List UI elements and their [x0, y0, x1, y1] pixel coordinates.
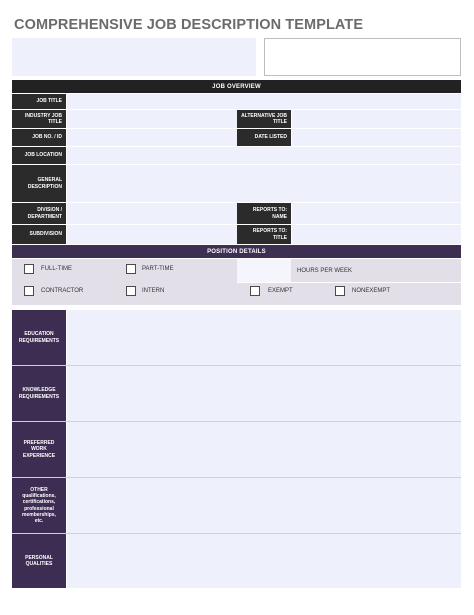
- row-knowledge: [12, 366, 461, 422]
- industry-job-title-label: INDUSTRY JOB TITLE: [12, 110, 66, 128]
- education-requirements-field[interactable]: [66, 310, 461, 365]
- row-job-no: [12, 129, 461, 147]
- job-description-form: [12, 80, 461, 589]
- alternative-job-title-label: ALTERNATIVE JOB TITLE: [237, 110, 291, 128]
- intern-checkbox[interactable]: [126, 286, 136, 296]
- row-education: [12, 310, 461, 366]
- intern-label: INTERN: [142, 288, 165, 294]
- job-no-field[interactable]: [66, 129, 237, 146]
- job-title-label: JOB TITLE: [12, 94, 66, 109]
- reports-to-title-label: REPORTS TO: TITLE: [237, 225, 291, 244]
- industry-job-title-field[interactable]: [66, 110, 237, 128]
- row-other: [12, 478, 461, 534]
- full-time-label: FULL-TIME: [41, 266, 73, 272]
- page-title: COMPREHENSIVE JOB DESCRIPTION TEMPLATE: [14, 17, 364, 33]
- date-listed-label: DATE LISTED: [237, 129, 291, 146]
- other-qualifications-field[interactable]: [66, 478, 461, 533]
- job-location-label: JOB LOCATION: [12, 147, 66, 164]
- contractor-label: CONTRACTOR: [41, 288, 84, 294]
- options-divider: [237, 282, 461, 283]
- personal-qualities-label: PERSONAL QUALITIES: [12, 534, 66, 588]
- knowledge-requirements-field[interactable]: [66, 366, 461, 421]
- exempt-checkbox[interactable]: [250, 286, 260, 296]
- logo-placeholder[interactable]: [264, 38, 461, 76]
- row-job-title: [12, 94, 461, 110]
- row-division: [12, 203, 461, 225]
- subdivision-field[interactable]: [66, 225, 237, 244]
- position-details-options: [12, 259, 461, 306]
- row-personal: [12, 534, 461, 589]
- personal-qualities-field[interactable]: [66, 534, 461, 588]
- division-department-field[interactable]: [66, 203, 237, 224]
- exempt-label: EXEMPT: [268, 288, 293, 294]
- other-qualifications-label: OTHER qualifications, certifications, professional memberships, etc.: [12, 478, 66, 533]
- division-department-label: DIVISION / DEPARTMENT: [12, 203, 66, 224]
- knowledge-requirements-label: KNOWLEDGE REQUIREMENTS: [12, 366, 66, 421]
- position-details-header: POSITION DETAILS: [12, 245, 461, 259]
- contractor-checkbox[interactable]: [24, 286, 34, 296]
- date-listed-field[interactable]: [291, 129, 461, 146]
- row-subdivision: [12, 225, 461, 245]
- preferred-work-experience-field[interactable]: [66, 422, 461, 477]
- company-name-field[interactable]: [12, 38, 256, 76]
- subdivision-label: SUBDIVISION: [12, 225, 66, 244]
- job-no-label: JOB NO. / ID: [12, 129, 66, 146]
- row-experience: [12, 422, 461, 478]
- general-description-label: GENERAL DESCRIPTION: [12, 165, 66, 202]
- reports-to-name-field[interactable]: [291, 203, 461, 224]
- hours-per-week-label: HOURS PER WEEK: [297, 268, 353, 274]
- part-time-checkbox[interactable]: [126, 264, 136, 274]
- row-job-location: [12, 147, 461, 165]
- general-description-field[interactable]: [66, 165, 461, 202]
- job-overview-header: JOB OVERVIEW: [12, 80, 461, 94]
- hours-per-week-field[interactable]: [237, 259, 291, 282]
- nonexempt-label: NONEXEMPT: [352, 288, 391, 294]
- reports-to-title-field[interactable]: [291, 225, 461, 244]
- full-time-checkbox[interactable]: [24, 264, 34, 274]
- alternative-job-title-field[interactable]: [291, 110, 461, 128]
- row-general-description: [12, 165, 461, 203]
- nonexempt-checkbox[interactable]: [335, 286, 345, 296]
- job-title-field[interactable]: [66, 94, 461, 109]
- part-time-label: PART-TIME: [142, 266, 174, 272]
- row-industry-title: [12, 110, 461, 129]
- job-location-field[interactable]: [66, 147, 461, 164]
- preferred-work-experience-label: PREFERRED WORK EXPERIENCE: [12, 422, 66, 477]
- reports-to-name-label: REPORTS TO: NAME: [237, 203, 291, 224]
- education-requirements-label: EDUCATION REQUIREMENTS: [12, 310, 66, 365]
